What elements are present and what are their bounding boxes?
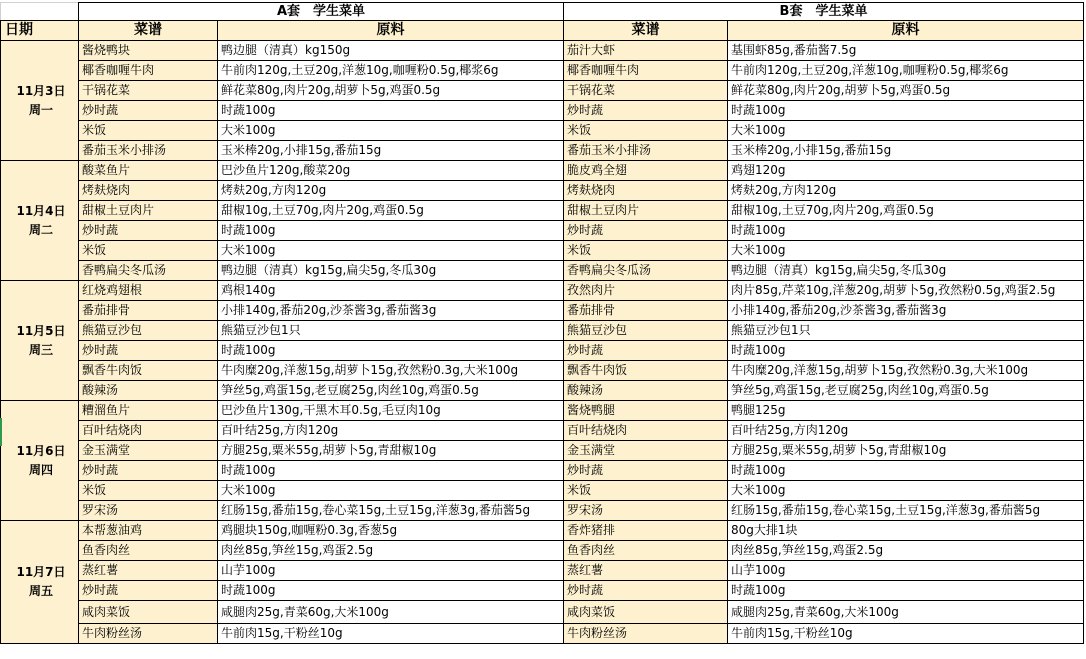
b-dish-cell: 咸肉菜饭 [564, 601, 728, 624]
menu-row [1, 301, 1084, 321]
menu-row [1, 541, 1084, 561]
a-ingredients-cell: 时蔬100g [218, 581, 564, 601]
set-title-row [1, 3, 1084, 21]
a-dish-cell: 番茄玉米小排汤 [79, 141, 218, 161]
b-dish-cell: 炒时蔬 [564, 581, 728, 601]
a-dish-cell: 甜椒土豆肉片 [79, 201, 218, 221]
a-dish-cell: 蒸红薯 [79, 561, 218, 581]
menu-row [1, 481, 1084, 501]
b-dish-cell: 炒时蔬 [564, 341, 728, 361]
a-dish-cell: 米饭 [79, 481, 218, 501]
b-dish-cell: 金玉满堂 [564, 441, 728, 461]
a-ingredients-cell: 烤麸20g,方肉120g [218, 181, 564, 201]
a-dish-cell: 咸肉菜饭 [79, 601, 218, 624]
b-dish-cell: 番茄排骨 [564, 301, 728, 321]
menu-row [1, 61, 1084, 81]
a-dish-cell: 糟溜鱼片 [79, 401, 218, 421]
b-dish-cell: 炒时蔬 [564, 101, 728, 121]
a-ingredients-cell: 鲜花菜80g,肉片20g,胡萝卜5g,鸡蛋0.5g [218, 81, 564, 101]
weekday-label: 周五 [28, 584, 53, 598]
a-ingredients-cell: 笋丝5g,鸡蛋15g,老豆腐25g,肉丝10g,鸡蛋0.5g [218, 381, 564, 401]
a-ingredients-cell: 咸腿肉25g,青菜60g,大米100g [218, 601, 564, 624]
a-ingredients-cell: 大米100g [218, 241, 564, 261]
b-ingredients-cell: 百叶结25g,方肉120g [728, 421, 1084, 441]
a-ingredients-cell: 大米100g [218, 481, 564, 501]
a-dish-cell: 百叶结烧肉 [79, 421, 218, 441]
a-ingredients-cell: 巴沙鱼片130g,干黑木耳0.5g,毛豆肉10g [218, 401, 564, 421]
menu-row [1, 361, 1084, 381]
menu-row [1, 241, 1084, 261]
weekday-label: 周一 [28, 102, 53, 117]
a-dish-cell: 炒时蔬 [79, 341, 218, 361]
a-dish-header: 菜谱 [79, 21, 218, 41]
menu-row [1, 501, 1084, 521]
b-ingredients-cell: 烤麸20g,方肉120g [728, 181, 1084, 201]
a-dish-cell: 香鸭扁尖冬瓜汤 [79, 261, 218, 281]
day-cell [1, 401, 79, 521]
menu-row [1, 341, 1084, 361]
a-ingredients-cell: 时蔬100g [218, 221, 564, 241]
b-ingredients-cell: 方腿25g,粟米55g,胡萝卜5g,青甜椒10g [728, 441, 1084, 461]
b-dish-cell: 番茄玉米小排汤 [564, 141, 728, 161]
b-ingredients-cell: 80g大排1块 [728, 521, 1084, 541]
a-ingredients-cell: 熊猫豆沙包1只 [218, 321, 564, 341]
a-ingredients-cell: 红肠15g,番茄15g,卷心菜15g,土豆15g,洋葱3g,番茄酱5g [218, 501, 564, 521]
a-dish-cell: 红烧鸡翅根 [79, 281, 218, 301]
b-dish-cell: 米饭 [564, 481, 728, 501]
b-dish-cell: 香鸭扁尖冬瓜汤 [564, 261, 728, 281]
b-ingredients-cell: 小排140g,番茄20g,沙茶酱3g,番茄酱3g [728, 301, 1084, 321]
a-dish-cell: 炒时蔬 [79, 221, 218, 241]
b-dish-cell: 百叶结烧肉 [564, 421, 728, 441]
menu-row [1, 441, 1084, 461]
a-ingredients-cell: 山芋100g [218, 561, 564, 581]
menu-row [1, 81, 1084, 101]
weekday-label: 周三 [28, 342, 53, 357]
menu-row [1, 41, 1084, 61]
a-ingredients-cell: 牛前肉15g,干粉丝10g [218, 624, 564, 644]
day-cell [1, 521, 79, 644]
b-ingredients-cell: 时蔬100g [728, 341, 1084, 361]
b-dish-cell: 米饭 [564, 241, 728, 261]
a-dish-cell: 酸菜鱼片 [79, 161, 218, 181]
b-ingredients-cell: 鸭边腿（清真）kg15g,扁尖5g,冬瓜30g [728, 261, 1084, 281]
weekday-label: 周二 [28, 222, 53, 237]
menu-row [1, 381, 1084, 401]
a-ingredients-cell: 牛肉糜20g,洋葱15g,胡萝卜15g,孜然粉0.3g,大米100g [218, 361, 564, 381]
a-dish-cell: 米饭 [79, 241, 218, 261]
b-ingredients-cell: 山芋100g [728, 561, 1084, 581]
row-group-marker [0, 418, 2, 446]
a-ingredients-header: 原料 [218, 21, 564, 41]
a-ingredients-cell: 方腿25g,粟米55g,胡萝卜5g,青甜椒10g [218, 441, 564, 461]
b-ingredients-cell: 熊猫豆沙包1只 [728, 321, 1084, 341]
menu-row [1, 421, 1084, 441]
a-ingredients-cell: 鸡腿块150g,咖喱粉0.3g,香葱5g [218, 521, 564, 541]
a-ingredients-cell: 百叶结25g,方肉120g [218, 421, 564, 441]
menu-row [1, 601, 1084, 624]
b-ingredients-cell: 大米100g [728, 241, 1084, 261]
a-dish-cell: 椰香咖喱牛肉 [79, 61, 218, 81]
b-dish-cell: 酸辣汤 [564, 381, 728, 401]
menu-row [1, 261, 1084, 281]
weekday-label: 周四 [28, 462, 53, 477]
menu-row [1, 221, 1084, 241]
b-dish-cell: 牛肉粉丝汤 [564, 624, 728, 644]
a-ingredients-cell: 巴沙鱼片120g,酸菜20g [218, 161, 564, 181]
b-ingredients-cell: 肉片85g,芹菜10g,洋葱20g,胡萝卜5g,孜然粉0.5g,鸡蛋2.5g [728, 281, 1084, 301]
a-dish-cell: 米饭 [79, 121, 218, 141]
a-dish-cell: 干锅花菜 [79, 81, 218, 101]
b-ingredients-header: 原料 [728, 21, 1084, 41]
day-cell [1, 281, 79, 401]
date-label: 11月3日 [16, 83, 66, 98]
b-ingredients-cell: 鸡翅120g [728, 161, 1084, 181]
b-dish-cell: 茄汁大虾 [564, 41, 728, 61]
date-label: 11月4日 [16, 203, 66, 218]
b-dish-cell: 干锅花菜 [564, 81, 728, 101]
a-dish-cell: 牛肉粉丝汤 [79, 624, 218, 644]
date-label: 11月5日 [16, 323, 66, 338]
b-dish-cell: 鱼香肉丝 [564, 541, 728, 561]
b-ingredients-cell: 时蔬100g [728, 101, 1084, 121]
menu-row [1, 201, 1084, 221]
a-dish-cell: 飘香牛肉饭 [79, 361, 218, 381]
b-ingredients-cell: 牛前肉15g,干粉丝10g [728, 624, 1084, 644]
a-ingredients-cell: 牛前肉120g,土豆20g,洋葱10g,咖喱粉0.5g,椰浆6g [218, 61, 564, 81]
a-ingredients-cell: 鸡根140g [218, 281, 564, 301]
b-ingredients-cell: 时蔬100g [728, 461, 1084, 481]
a-ingredients-cell: 小排140g,番茄20g,沙茶酱3g,番茄酱3g [218, 301, 564, 321]
b-ingredients-cell: 大米100g [728, 121, 1084, 141]
b-dish-cell: 蒸红薯 [564, 561, 728, 581]
a-dish-cell: 番茄排骨 [79, 301, 218, 321]
menu-row [1, 101, 1084, 121]
b-dish-cell: 炒时蔬 [564, 461, 728, 481]
a-dish-cell: 鱼香肉丝 [79, 541, 218, 561]
a-dish-cell: 熊猫豆沙包 [79, 321, 218, 341]
a-ingredients-cell: 肉丝85g,笋丝15g,鸡蛋2.5g [218, 541, 564, 561]
b-dish-cell: 香炸猪排 [564, 521, 728, 541]
a-dish-cell: 烤麸烧肉 [79, 181, 218, 201]
b-ingredients-cell: 肉丝85g,笋丝15g,鸡蛋2.5g [728, 541, 1084, 561]
b-ingredients-cell: 鸭腿125g [728, 401, 1084, 421]
b-dish-cell: 罗宋汤 [564, 501, 728, 521]
date-label: 11月7日 [16, 565, 66, 579]
b-dish-cell: 孜然肉片 [564, 281, 728, 301]
a-ingredients-cell: 时蔬100g [218, 101, 564, 121]
a-dish-cell: 炒时蔬 [79, 461, 218, 481]
column-header-row [1, 21, 1084, 41]
a-ingredients-cell: 玉米棒20g,小排15g,番茄15g [218, 141, 564, 161]
day-cell [1, 41, 79, 161]
b-dish-cell: 甜椒土豆肉片 [564, 201, 728, 221]
b-ingredients-cell: 咸腿肉25g,青菜60g,大米100g [728, 601, 1084, 624]
b-ingredients-cell: 牛肉糜20g,洋葱15g,胡萝卜15g,孜然粉0.3g,大米100g [728, 361, 1084, 381]
menu-row [1, 281, 1084, 301]
a-ingredients-cell: 大米100g [218, 121, 564, 141]
b-ingredients-cell: 红肠15g,番茄15g,卷心菜15g,土豆15g,洋葱3g,番茄酱5g [728, 501, 1084, 521]
a-dish-cell: 罗宋汤 [79, 501, 218, 521]
b-ingredients-cell: 甜椒10g,土豆70g,肉片20g,鸡蛋0.5g [728, 201, 1084, 221]
menu-row [1, 521, 1084, 541]
menu-row [1, 581, 1084, 601]
menu-row [1, 321, 1084, 341]
menu-row [1, 141, 1084, 161]
a-dish-cell: 炒时蔬 [79, 101, 218, 121]
b-ingredients-cell: 时蔬100g [728, 221, 1084, 241]
b-ingredients-cell: 牛前肉120g,土豆20g,洋葱10g,咖喱粉0.5g,椰浆6g [728, 61, 1084, 81]
menu-row [1, 121, 1084, 141]
a-dish-cell: 炒时蔬 [79, 581, 218, 601]
b-ingredients-cell: 时蔬100g [728, 581, 1084, 601]
b-ingredients-cell: 笋丝5g,鸡蛋15g,老豆腐25g,肉丝10g,鸡蛋0.5g [728, 381, 1084, 401]
menu-table [0, 2, 1084, 644]
b-ingredients-cell: 基围虾85g,番茄酱7.5g [728, 41, 1084, 61]
b-dish-header: 菜谱 [564, 21, 728, 41]
b-dish-cell: 炒时蔬 [564, 221, 728, 241]
a-ingredients-cell: 时蔬100g [218, 461, 564, 481]
menu-row [1, 561, 1084, 581]
set-b-title: B套 学生菜单 [564, 3, 1084, 21]
b-dish-cell: 脆皮鸡全翅 [564, 161, 728, 181]
b-ingredients-cell: 鲜花菜80g,肉片20g,胡萝卜5g,鸡蛋0.5g [728, 81, 1084, 101]
b-dish-cell: 酱烧鸭腿 [564, 401, 728, 421]
set-a-title: A套 学生菜单 [79, 3, 564, 21]
b-dish-cell: 米饭 [564, 121, 728, 141]
a-dish-cell: 酸辣汤 [79, 381, 218, 401]
corner-cell [1, 3, 79, 21]
b-dish-cell: 熊猫豆沙包 [564, 321, 728, 341]
a-dish-cell: 金玉满堂 [79, 441, 218, 461]
a-ingredients-cell: 时蔬100g [218, 341, 564, 361]
a-dish-cell: 酱烧鸭块 [79, 41, 218, 61]
menu-row [1, 461, 1084, 481]
menu-row [1, 181, 1084, 201]
day-cell [1, 161, 79, 281]
menu-row [1, 401, 1084, 421]
b-ingredients-cell: 大米100g [728, 481, 1084, 501]
menu-row [1, 624, 1084, 644]
date-label: 11月6日 [16, 443, 66, 458]
b-dish-cell: 飘香牛肉饭 [564, 361, 728, 381]
a-ingredients-cell: 甜椒10g,土豆70g,肉片20g,鸡蛋0.5g [218, 201, 564, 221]
a-dish-cell: 本帮葱油鸡 [79, 521, 218, 541]
a-ingredients-cell: 鸭边腿（清真）kg150g [218, 41, 564, 61]
b-ingredients-cell: 玉米棒20g,小排15g,番茄15g [728, 141, 1084, 161]
date-header: 日期 [1, 21, 79, 41]
b-dish-cell: 烤麸烧肉 [564, 181, 728, 201]
a-ingredients-cell: 鸭边腿（清真）kg15g,扁尖5g,冬瓜30g [218, 261, 564, 281]
menu-row [1, 161, 1084, 181]
b-dish-cell: 椰香咖喱牛肉 [564, 61, 728, 81]
